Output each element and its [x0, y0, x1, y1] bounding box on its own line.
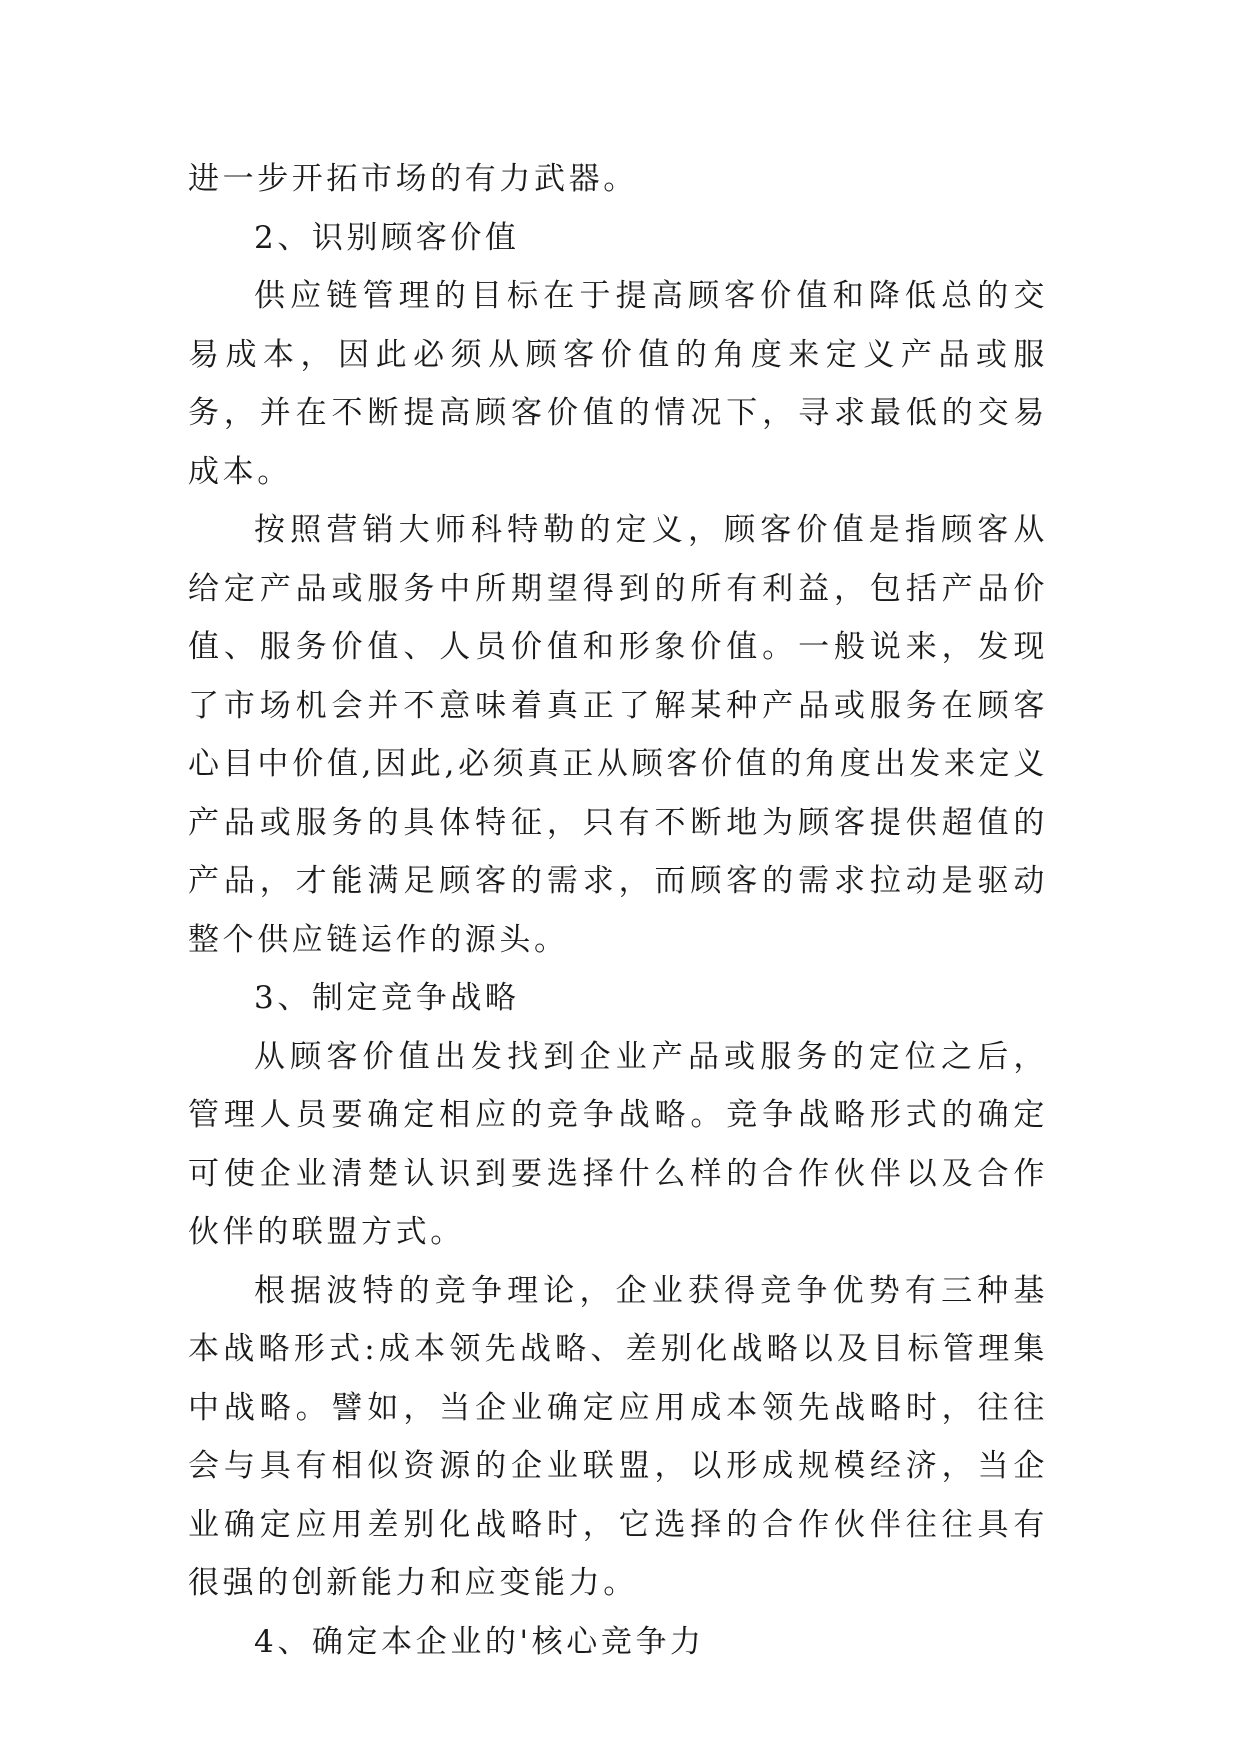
paragraph-continuation: 进一步开拓市场的有力武器。	[188, 161, 638, 197]
section-heading-4: 4、确定本企业的'核心竞争力	[254, 1623, 705, 1660]
paragraph-competitive-strategy: 从顾客价值出发找到企业产品或服务的定位之后，管理人员要确定相应的竞争战略。竞争战略形式的确定可使企业清楚认识到要选择什么样的合作伙伴以及合作伙伴的联盟方式。	[188, 1038, 1048, 1250]
section-heading-2: 2、识别顾客价值	[254, 219, 520, 256]
section-heading-3: 3、制定竞争战略	[254, 980, 520, 1016]
document-page	[188, 150, 1048, 1671]
paragraph-kotler-definition: 按照营销大师科特勒的定义，顾客价值是指顾客从给定产品或服务中所期望得到的所有利益，包括产品价值、服务价值、人员价值和形象价值。一般说来，发现了市场机会并不意味着真正了解某种产品或服务在顾客心目中价值,因此,必须真正从顾客价值的角度出发来定义产品或服务的具体特征，只有不断地为顾客提供超值的产品，才能满足顾客的需求，而顾客的需求拉动是驱动整个供应链运作的源头。	[188, 512, 1048, 958]
paragraph-porter-theory: 根据波特的竞争理论，企业获得竞争优势有三种基本战略形式:成本领先战略、差别化战略以及目标管理集中战略。譬如，当企业确定应用成本领先战略时，往往会与具有相似资源的企业联盟，以形成规模经济，当企业确定应用差别化战略时，它选择的合作伙伴往往具有很强的创新能力和应变能力。	[188, 1272, 1048, 1601]
paragraph-customer-value-goal: 供应链管理的目标在于提高顾客价值和降低总的交易成本，因此必须从顾客价值的角度来定义产品或服务，并在不断提高顾客价值的情况下，寻求最低的交易成本。	[188, 278, 1048, 490]
